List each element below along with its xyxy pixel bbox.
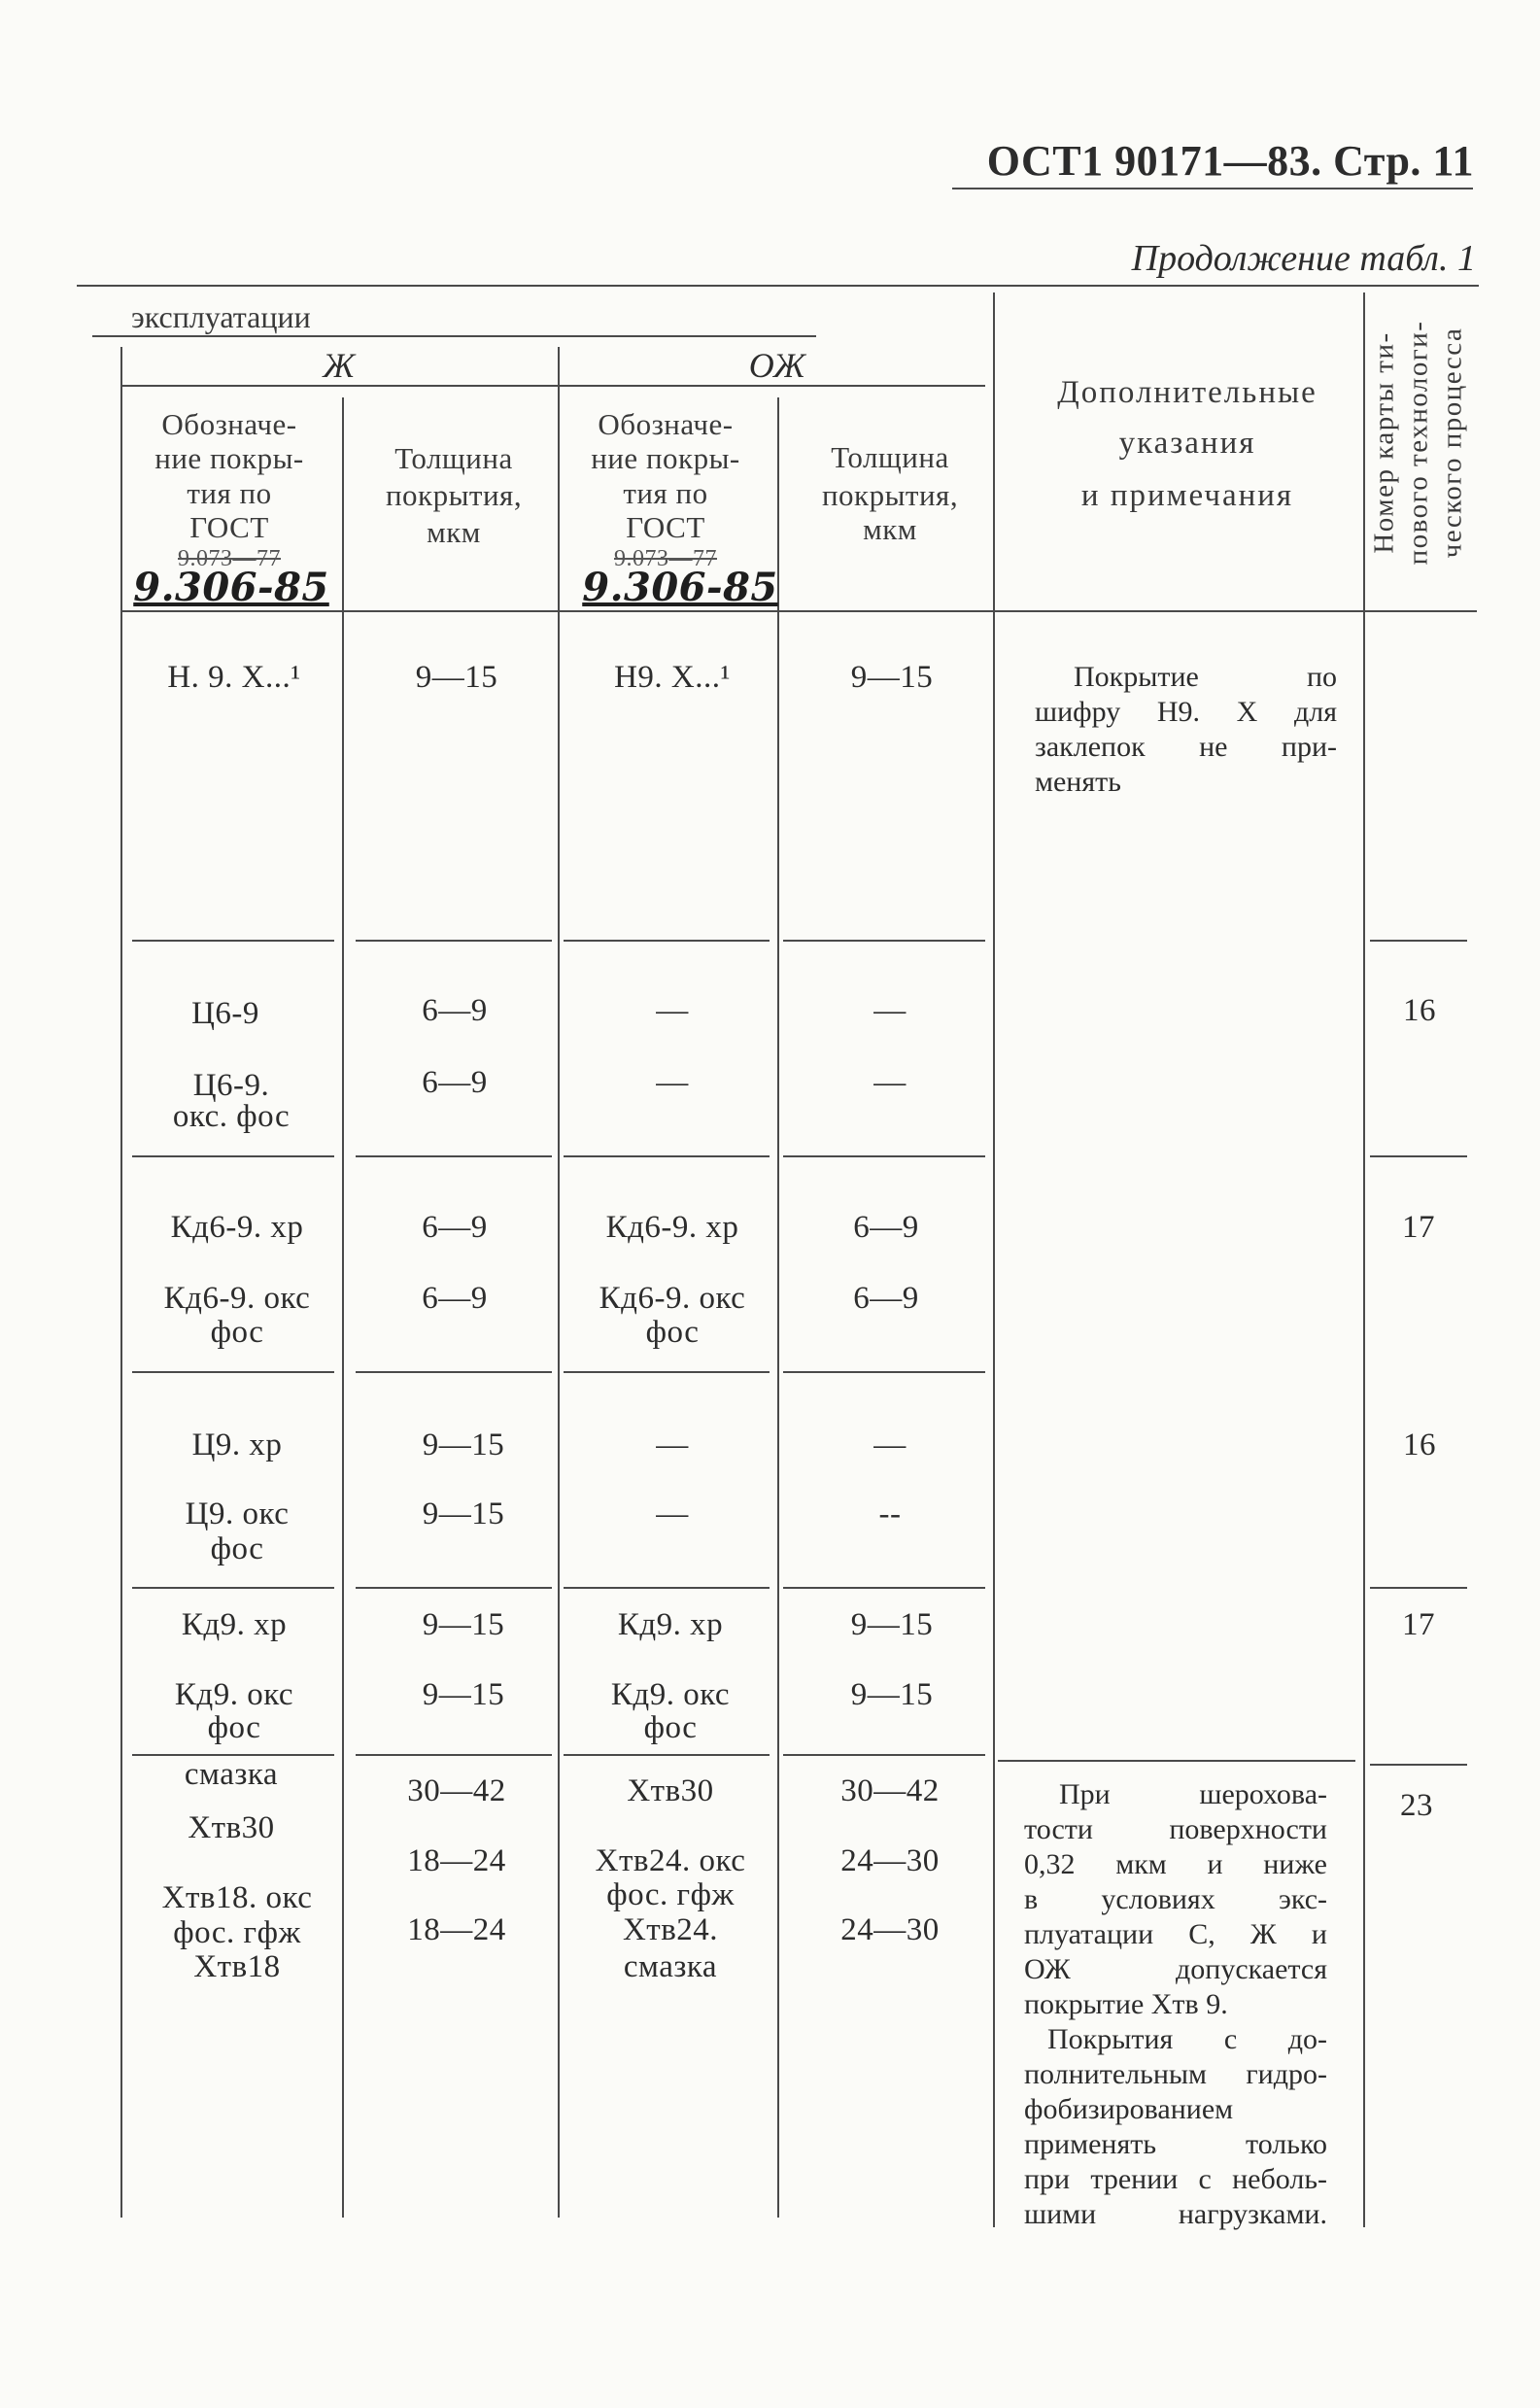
group-rule xyxy=(120,385,985,387)
card-number-cell: 16 xyxy=(1403,1428,1436,1462)
thickness-header-line: покрытия, xyxy=(821,478,959,512)
document-code-underline xyxy=(952,188,1473,189)
notes-header-line: и примечания xyxy=(1080,478,1294,513)
ozh-coating-cell: Кд9. хр xyxy=(617,1607,724,1642)
zh-coating-cell: Н. 9. Х...¹ xyxy=(167,660,301,695)
row-rule xyxy=(783,940,985,942)
zh-thickness-cell: 30—42 xyxy=(407,1773,506,1808)
notes-line: в условиях экс- xyxy=(1024,1883,1327,1915)
row-rule xyxy=(132,1587,334,1589)
ozh-thickness-cell: -- xyxy=(878,1496,902,1531)
zh-coating-cell: Кд6-9. хр xyxy=(170,1210,304,1245)
row-rule xyxy=(564,940,770,942)
notes-line: Покрытие по xyxy=(1074,661,1337,693)
zh-thickness-cell: 9—15 xyxy=(415,660,498,695)
table-continuation-label: Продолжение табл. 1 xyxy=(1131,238,1476,279)
zh-coating-cell: фос. гфж xyxy=(173,1915,301,1950)
row-rule xyxy=(132,1155,334,1157)
notes-line: менять xyxy=(1035,766,1121,798)
notes-line: заклепок не при- xyxy=(1035,731,1337,763)
row-rule xyxy=(564,1587,770,1589)
zh-coating-cell: фос xyxy=(210,1315,264,1350)
notes-line: 0,32 мкм и ниже xyxy=(1024,1848,1327,1880)
notes-line: полнительным гидро- xyxy=(1024,2058,1327,2090)
ozh-thickness-cell: 24—30 xyxy=(840,1912,940,1947)
card-number-header xyxy=(1368,292,1470,594)
row-rule xyxy=(1370,1764,1467,1766)
handwritten-standard-correction: 9.306-85 xyxy=(133,565,329,610)
ozh-coating-cell: Кд6-9. хр xyxy=(605,1210,739,1245)
ozh-coating-cell: фос xyxy=(643,1710,698,1745)
zh-thickness-cell: 9—15 xyxy=(422,1428,505,1462)
card-number-cell: 16 xyxy=(1403,993,1436,1028)
ozh-coating-cell: смазка xyxy=(623,1949,718,1984)
document-code: ОСТ1 90171—83. Стр. 11 xyxy=(986,137,1474,185)
designation-header-line: ние покры- xyxy=(154,441,304,475)
row-rule xyxy=(564,1371,770,1373)
group-zh-label: Ж xyxy=(323,346,356,385)
ozh-coating-cell: фос. гфж xyxy=(606,1877,735,1912)
zh-thickness-cell: 9—15 xyxy=(422,1607,505,1642)
row-rule xyxy=(998,1760,1355,1762)
notes-header-line: указания xyxy=(1118,426,1256,461)
row-rule xyxy=(356,940,552,942)
notes-column-left-border xyxy=(993,292,995,2227)
zh-coating-cell: Ц9. окс xyxy=(185,1496,290,1531)
notes-cell xyxy=(1035,660,1337,800)
zh-thickness-cell: 6—9 xyxy=(422,1210,488,1245)
ozh-thickness-cell: — xyxy=(873,1428,907,1462)
struck-standard-number: 9.073—77 xyxy=(614,546,717,571)
notes-line: покрытие Хтв 9. xyxy=(1024,1988,1228,2020)
zh-coating-cell: Кд9. окс xyxy=(174,1677,294,1712)
card-header-line: Номер карты ти- xyxy=(1368,331,1400,554)
notes-cell xyxy=(1024,1777,1327,2232)
row-rule xyxy=(783,1155,985,1157)
notes-line: при трении с неболь- xyxy=(1024,2163,1327,2195)
thickness-header-line: мкм xyxy=(863,512,917,546)
ozh-thickness-cell: 9—15 xyxy=(850,1607,934,1642)
zh-thickness-cell: 6—9 xyxy=(422,1281,488,1316)
ozh-thickness-cell: 6—9 xyxy=(853,1281,919,1316)
ozh-coating-cell: Кд9. окс xyxy=(610,1677,731,1712)
designation-header-line: ние покры- xyxy=(591,441,740,475)
row-rule xyxy=(1370,940,1467,942)
zh-thickness-cell: 6—9 xyxy=(422,1065,488,1100)
ozh-thickness-cell: 6—9 xyxy=(853,1210,919,1245)
row-rule xyxy=(356,1155,552,1157)
handwritten-standard-correction: 9.306-85 xyxy=(582,565,778,610)
zh-coating-cell: Хтв18. окс xyxy=(161,1880,313,1915)
ozh-coating-cell: Хтв24. xyxy=(622,1912,719,1947)
ozh-coating-cell: — xyxy=(656,1496,689,1531)
ozh-coating-cell: — xyxy=(656,1065,689,1100)
ozh-coating-cell: — xyxy=(656,1428,689,1462)
zh-thickness-cell: 9—15 xyxy=(422,1677,505,1712)
zh-thickness-cell: 6—9 xyxy=(422,993,488,1028)
struck-standard-number: 9.073—77 xyxy=(178,546,281,571)
row-rule xyxy=(564,1155,770,1157)
ozh-coating-cell: Хтв30 xyxy=(627,1773,714,1808)
group-ozh-label: ОЖ xyxy=(748,346,806,385)
zh-thickness-cell: 18—24 xyxy=(407,1843,506,1878)
notes-line: Покрытия с до- xyxy=(1047,2023,1327,2055)
group-divider xyxy=(558,347,560,2218)
row-rule xyxy=(783,1754,985,1756)
row-rule xyxy=(132,1371,334,1373)
designation-header-line: тия по xyxy=(623,476,708,510)
zh-column-divider xyxy=(342,397,344,2218)
header-bottom-rule xyxy=(120,610,1477,612)
card-column-left-border xyxy=(1363,292,1365,2227)
thickness-header-line: Толщина xyxy=(831,440,949,474)
zh-coating-cell: окс. фос xyxy=(172,1099,291,1134)
notes-line: тости поверхности xyxy=(1024,1813,1327,1845)
ozh-thickness-cell: 30—42 xyxy=(840,1773,940,1808)
zh-thickness-cell: 18—24 xyxy=(407,1912,506,1947)
ozh-coating-cell: Кд6-9. окс xyxy=(599,1281,746,1316)
designation-header-line: ГОСТ xyxy=(189,510,269,544)
notes-line: шифру Н9. Х для xyxy=(1035,696,1337,728)
conditions-label: эксплуатации xyxy=(131,299,311,334)
row-rule xyxy=(132,940,334,942)
zh-coating-cell: Ц6-9. xyxy=(192,1068,270,1103)
ozh-thickness-cell: — xyxy=(873,1065,907,1100)
table-top-rule xyxy=(77,285,1479,287)
row-rule xyxy=(783,1587,985,1589)
designation-header-line: тия по xyxy=(187,476,272,510)
designation-header-line: Обозначе- xyxy=(161,407,297,441)
ozh-coating-cell: Н9. Х...¹ xyxy=(614,660,731,695)
zh-coating-cell: фос xyxy=(210,1531,264,1566)
row-rule xyxy=(1370,1587,1467,1589)
zh-coating-cell: Ц9. хр xyxy=(191,1428,283,1462)
row-rule xyxy=(1370,1155,1467,1157)
ozh-thickness-cell: — xyxy=(873,993,907,1028)
conditions-rule xyxy=(92,335,816,337)
notes-header-line: Дополнительные xyxy=(1057,375,1318,410)
ozh-thickness-cell: 9—15 xyxy=(850,660,934,695)
ozh-column-divider xyxy=(777,397,779,2218)
thickness-header-line: мкм xyxy=(427,515,481,549)
notes-line: При шерохова- xyxy=(1059,1778,1327,1810)
card-header-line: ческого процесса xyxy=(1436,327,1468,559)
notes-line: применять только xyxy=(1024,2128,1327,2160)
ozh-coating-cell: — xyxy=(656,993,689,1028)
zh-coating-cell: Кд6-9. окс xyxy=(163,1281,311,1316)
row-rule xyxy=(783,1371,985,1373)
card-number-cell: 23 xyxy=(1400,1788,1433,1823)
card-header-line: пового технологи- xyxy=(1402,320,1434,566)
ozh-coating-cell: фос xyxy=(645,1315,700,1350)
row-rule xyxy=(564,1754,770,1756)
ozh-coating-cell: Хтв24. окс xyxy=(595,1843,746,1878)
notes-line: фобизированием xyxy=(1024,2093,1234,2125)
ozh-thickness-cell: 24—30 xyxy=(840,1843,940,1878)
zh-coating-cell: Кд9. хр xyxy=(181,1607,288,1642)
designation-header-line: Обозначе- xyxy=(598,407,734,441)
table-left-border xyxy=(120,347,122,2218)
thickness-header-line: покрытия, xyxy=(385,478,523,512)
row-rule xyxy=(132,1754,334,1756)
zh-thickness-cell: 9—15 xyxy=(422,1496,505,1531)
card-number-cell: 17 xyxy=(1402,1607,1435,1642)
card-number-cell: 17 xyxy=(1402,1210,1435,1245)
ozh-thickness-cell: 9—15 xyxy=(850,1677,934,1712)
thickness-header-line: Толщина xyxy=(394,441,513,475)
zh-coating-cell: Хтв30 xyxy=(188,1810,275,1845)
row-rule xyxy=(356,1371,552,1373)
notes-line: ОЖ допускается xyxy=(1024,1953,1327,1985)
row-rule xyxy=(356,1754,552,1756)
zh-coating-cell: Ц6-9 xyxy=(191,996,259,1031)
notes-line: шими нагрузками. xyxy=(1024,2198,1327,2230)
zh-coating-cell: фос xyxy=(207,1710,261,1745)
zh-coating-cell: смазка xyxy=(184,1757,279,1792)
notes-line: плуатации С, Ж и xyxy=(1024,1918,1327,1950)
zh-coating-cell: Хтв18 xyxy=(193,1949,281,1984)
row-rule xyxy=(356,1587,552,1589)
designation-header-line: ГОСТ xyxy=(626,510,705,544)
